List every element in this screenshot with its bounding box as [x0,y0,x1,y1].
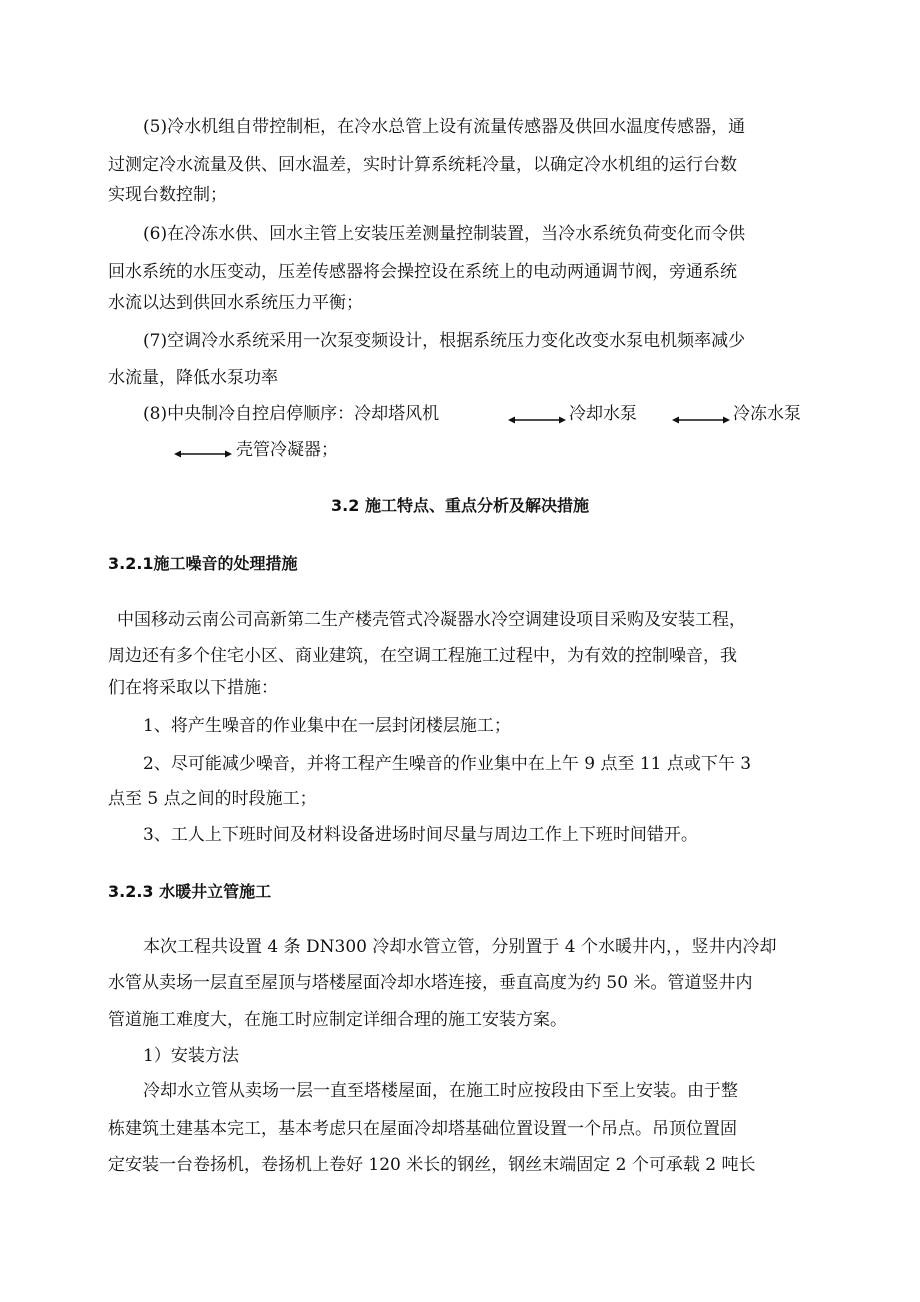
measure-2-line-2: 点至 5 点之间的时段施工； [108,789,317,809]
measure-1: 1、将产生噪音的作业集中在一层封闭楼层施工； [143,716,511,736]
paragraph-5-line-1: (5)冷水机组自带控制柜，在冷水总管上设有流量传感器及供回水温度传感器，通 [143,117,746,137]
sequence-item-cooling-pump: 冷却水泵 [569,404,637,424]
double-arrow-icon [508,414,566,426]
method-line-2: 栋建筑土建基本完工，基本考虑只在屋面冷却塔基础位置设置一个吊点。吊顶位置固 [108,1119,737,1139]
sequence-item-condenser: 壳管冷凝器； [236,440,338,460]
paragraph-7-line-1: (7)空调冷水系统采用一次泵变频设计，根据系统压力变化改变水泵电机频率减少 [143,331,746,351]
double-arrow-icon [672,414,730,426]
section-title: 3.2 施工特点、重点分析及解决措施 [331,496,589,515]
subsection-323-intro-line-2: 水管从卖场一层直至屋顶与塔楼屋面冷却水塔连接，垂直高度为约 50 米。管道竖井内 [108,973,753,993]
paragraph-7-line-2: 水流量，降低水泵功率 [108,368,278,388]
subsection-323-intro-line-3: 管道施工难度大，在施工时应制定详细合理的施工安装方案。 [108,1010,567,1030]
paragraph-5-line-3: 实现台数控制； [108,185,227,205]
paragraph-6-line-2: 回水系统的水压变动，压差传感器将会操控设在系统上的电动两通调节阀，旁通系统 [108,262,737,282]
method-title: 1）安装方法 [143,1046,239,1066]
subsection-321-intro-line-3: 们在将采取以下措施： [108,678,278,698]
measure-2-line-1: 2、尽可能减少噪音，并将工程产生噪音的作业集中在上午 9 点至 11 点或下午 3 [143,754,752,774]
sequence-prefix: (8)中央制冷自控启停顺序：冷却塔风机 [143,404,440,424]
sequence-item-chilled-pump: 冷冻水泵 [733,404,801,424]
paragraph-6-line-3: 水流以达到供回水系统压力平衡； [108,293,363,313]
method-line-3: 定安装一台卷扬机，卷扬机上卷好 120 米长的钢丝，钢丝末端固定 2 个可承载 2 吨长 [108,1155,756,1175]
measure-3: 3、工人上下班时间及材料设备进场时间尽量与周边工作上下班时间错开。 [143,825,698,845]
subsection-321-intro-line-1: 中国移动云南公司高新第二生产楼壳管式冷凝器水冷空调建设项目采购及安装工程， [117,610,746,630]
paragraph-5-line-2: 过测定冷水流量及供、回水温差，实时计算系统耗冷量，以确定冷水机组的运行台数 [108,155,737,175]
method-line-1: 冷却水立管从卖场一层一直至塔楼屋面，在施工时应按段由下至上安装。由于整 [143,1081,738,1101]
subsection-323-title: 3.2.3 水暖井立管施工 [108,882,272,901]
subsection-321-intro-line-2: 周边还有多个住宅小区、商业建筑，在空调工程施工过程中，为有效的控制噪音，我 [108,646,737,666]
paragraph-6-line-1: (6)在冷冻水供、回水主管上安装压差测量控制装置，当冷水系统负荷变化而令供 [143,224,746,244]
subsection-321-title: 3.2.1施工噪音的处理措施 [108,554,298,573]
double-arrow-icon [174,448,232,460]
subsection-323-intro-line-1: 本次工程共设置 4 条 DN300 冷却水管立管，分别置于 4 个水暖井内，，竖井内冷却 [143,937,777,957]
